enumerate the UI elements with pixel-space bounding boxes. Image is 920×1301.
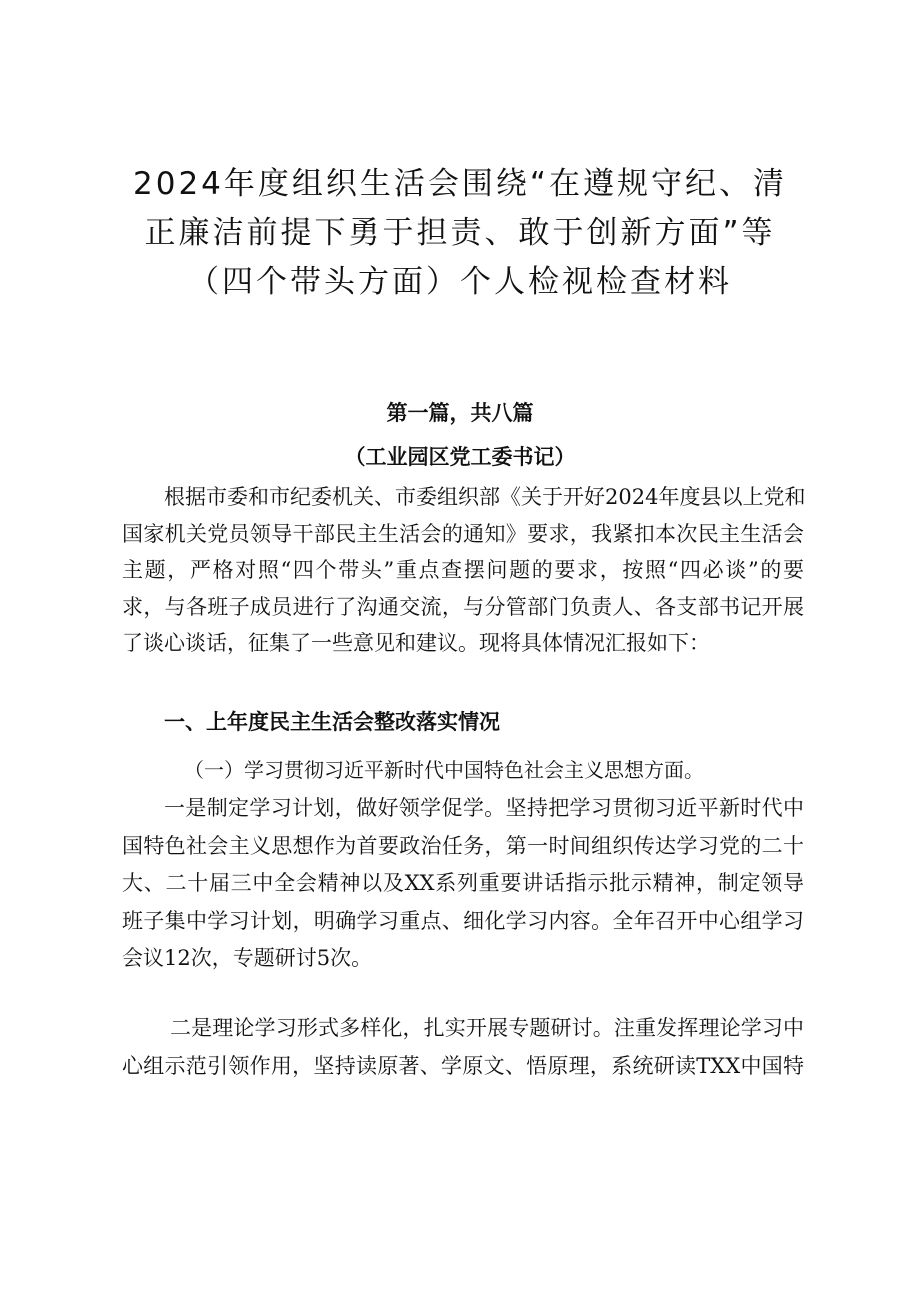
author-role: （工业园区党工委书记） [344,445,576,469]
subsection-heading: （一）学习贯彻习近平新时代中国特色社会主义思想方面。 [184,758,704,782]
intro-paragraph [122,479,804,662]
paragraph-line: 了谈心谈话，征集了一些意见和建议。现将具体情况汇报如下： [122,631,710,655]
paragraph-line: 根据市委和市纪委机关、市委组织部《关于开好2024年度县以上党和 [164,485,806,509]
paragraph-line: 主题，严格对照“四个带头”重点查摆问题的要求，按照“四必谈”的要 [122,558,804,582]
paragraph-line: 心组示范引领作用，坚持读原著、学原文、悟原理，系统研读TXX中国特 [122,1053,804,1078]
paragraph-line: 班子集中学习计划，明确学习重点、细化学习内容。全年召开中心组学习 [122,908,804,933]
title-line: 正廉洁前提下勇于担责、敢于创新方面”等 [144,215,776,251]
document-title [110,160,810,307]
paragraph-line: 国特色社会主义思想作为首要政治任务，第一时间组织传达学习党的二十 [122,833,804,858]
point-1-paragraph [122,790,804,978]
document-subtitle: 第一篇，共八篇 [386,401,534,425]
title-line: 2024年度组织生活会围绕“在遵规守纪、清 [133,166,787,202]
title-line: （四个带头方面）个人检视检查材料 [188,264,732,300]
point-2-paragraph [122,1010,804,1085]
paragraph-line: 大、二十届三中全会精神以及XX系列重要讲话指示批示精神，制定领导 [122,871,804,895]
paragraph-line: 一是制定学习计划，做好领学促学。坚持把学习贯彻习近平新时代中 [164,796,804,820]
paragraph-line: 二是理论学习形式多样化，扎实开展专题研讨。注重发挥理论学习中 [170,1016,804,1040]
paragraph-line: 国家机关党员领导干部民主生活会的通知》要求，我紧扣本次民主生活会 [122,521,804,546]
section-heading: 一、上年度民主生活会整改落实情况 [164,710,500,734]
paragraph-line: 求，与各班子成员进行了沟通交流，与分管部门负责人、各支部书记开展 [122,594,804,619]
paragraph-line: 会议12次，专题研讨5次。 [122,946,373,970]
